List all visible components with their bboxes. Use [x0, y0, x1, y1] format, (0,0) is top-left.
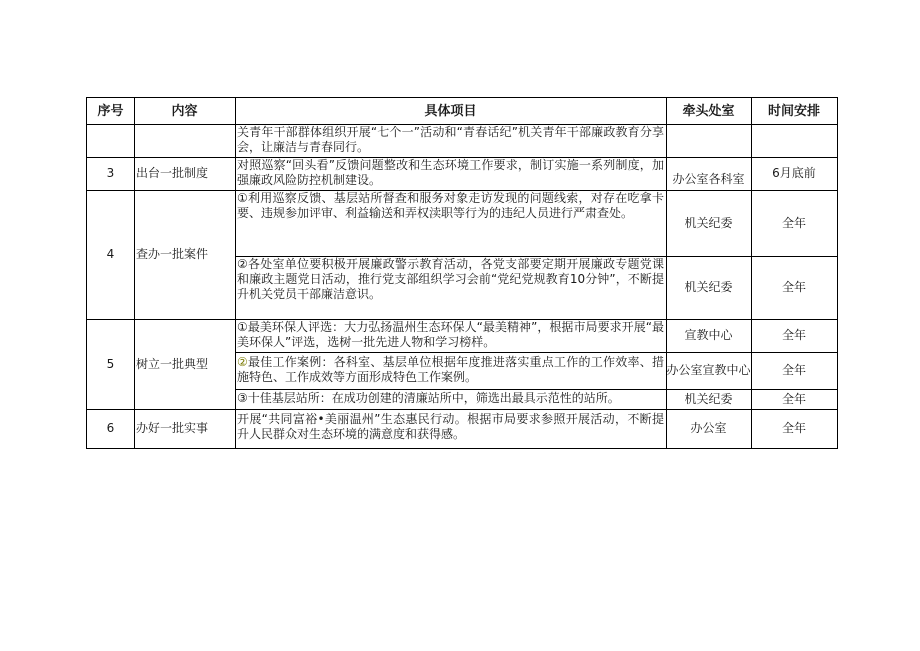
project-cell: ②各处室单位要积极开展廉政警示教育活动，各党支部要定期开展廉政专题党课和廉政主题党日活动，推行党支部组织学习会前“党纪党规教育10分钟”，不断提升机关党员干部廉洁意识。 [237, 257, 664, 301]
time-cell: 全年 [781, 280, 806, 294]
header-project: 具体项目 [424, 103, 477, 119]
time-cell: 全年 [781, 328, 806, 342]
item-marker: ③ [237, 391, 248, 405]
dept-cell: 办公室各科室 [672, 172, 745, 186]
dept-cell: 办公室宣教中心 [666, 363, 751, 377]
header-dept: 牵头处室 [682, 103, 735, 119]
project-cell: 对照巡察“回头看”反馈问题整改和生态环境工作要求，制订实施一系列制度，加强廉政风险防控机制建设。 [237, 158, 664, 187]
project-cell [235, 389, 666, 409]
project-text: 十佳基层站所：在成功创建的清廉站所中，筛选出最具示范性的站所。 [247, 391, 620, 405]
dept-cell: 机关纪委 [684, 215, 733, 230]
row-number: 4 [106, 247, 115, 261]
row-number: 6 [106, 421, 115, 435]
content-cell: 树立一批典型 [136, 356, 209, 371]
project-text: 最美环保人评选：大力弘扬温州生态环保人“最美精神”，根据市局要求开展“最美环保人”评选，选树一批先进人物和学习榜样。 [237, 320, 665, 349]
header-content: 内容 [171, 103, 198, 119]
time-cell: 全年 [781, 363, 806, 377]
content-cell: 办好一批实事 [136, 421, 209, 435]
header-num: 序号 [97, 103, 124, 119]
item-marker: ② [237, 355, 248, 369]
time-cell: 全年 [781, 215, 806, 230]
dept-cell: 机关纪委 [684, 280, 733, 294]
project-text: 最佳工作案例：各科室、基层单位根据年度推进落实重点工作的工作效率、措施特色、工作成效等方面形成特色工作案例。 [237, 355, 664, 384]
content-cell: 出台一批制度 [136, 166, 209, 180]
project-cell [235, 352, 666, 389]
item-marker: ① [237, 320, 248, 334]
project-cell: 关青年干部群体组织开展“七个一”活动和“青春话纪”机关青年干部廉政教育分享会，让廉洁与青春同行。 [237, 125, 664, 154]
time-cell: 全年 [781, 421, 806, 435]
project-cell: 开展“共同富裕•美丽温州”生态惠民行动。根据市局要求参照开展活动，不断提升人民群众对生态环境的满意度和获得感。 [237, 412, 664, 441]
content-cell: 查办一批案件 [136, 247, 209, 261]
time-cell: 6月底前 [772, 166, 816, 180]
header-time: 时间安排 [767, 103, 820, 119]
dept-cell: 办公室 [690, 421, 727, 435]
dept-cell: 机关纪委 [684, 391, 733, 406]
work-plan-table [86, 97, 838, 449]
time-cell: 全年 [781, 391, 806, 406]
row-number: 3 [106, 166, 115, 180]
project-cell [235, 319, 666, 352]
dept-cell: 宣教中心 [684, 328, 733, 342]
row-number: 5 [106, 356, 115, 371]
project-cell: ①利用巡察反馈、基层站所督查和服务对象走访发现的问题线索，对存在吃拿卡要、违规参加评审、利益输送和弄权渎职等行为的违纪人员进行严肃查处。 [237, 191, 664, 220]
